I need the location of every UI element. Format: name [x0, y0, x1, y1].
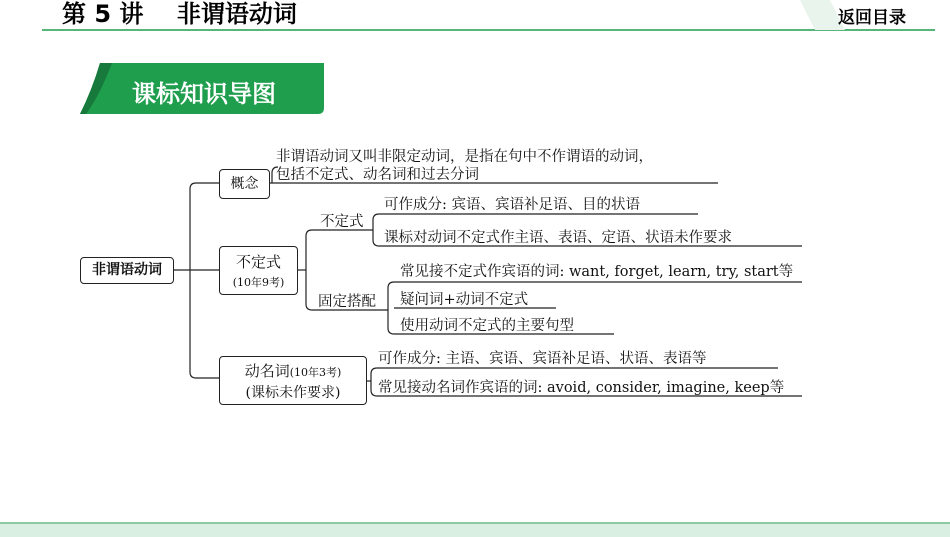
root-node	[80, 257, 174, 284]
fixed-item2: 疑问词+动词不定式	[400, 292, 529, 308]
fixed-item3: 使用动词不定式的主要句型	[400, 318, 574, 334]
section-title: 课标知识导图	[132, 80, 276, 108]
gerund-label: 动名词	[244, 362, 290, 380]
lecture-title: 第 5 讲 非谓语动词	[62, 0, 297, 28]
gerund-item2: 常见接动名词作宾语的词: avoid, consider, imagine, keep等	[378, 380, 785, 396]
concept-text-line2: 包括不定式、动名词和过去分词	[276, 167, 479, 183]
gerund-note2: (课标未作要求)	[245, 385, 341, 401]
sub-infinitive-item1: 可作成分: 宾语、宾语补足语、目的状语	[384, 197, 640, 213]
concept-text-line1: 非谓语动词又叫非限定动词，是指在句中不作谓语的动词，	[276, 149, 653, 165]
fixed-label: 固定搭配	[318, 294, 376, 310]
infinitive-label: 不定式	[235, 253, 281, 271]
infinitive-note: (10年9考)	[232, 276, 285, 289]
back-to-contents-link[interactable]: 返回目录	[838, 8, 906, 28]
fixed-item1: 常见接不定式作宾语的词: want, forget, learn, try, start等	[400, 264, 794, 280]
sub-infinitive-item2: 课标对动词不定式作主语、表语、定语、状语未作要求	[384, 230, 732, 246]
gerund-node	[219, 356, 367, 405]
infinitive-node	[219, 246, 298, 295]
gerund-label-line	[220, 361, 366, 383]
sub-infinitive-label: 不定式	[320, 214, 364, 230]
gerund-item1: 可作成分: 主语、宾语、宾语补足语、状语、表语等	[378, 351, 707, 367]
root-label: 非谓语动词	[92, 262, 162, 278]
gerund-note: (10年3考)	[289, 366, 342, 379]
concept-node	[219, 169, 270, 199]
concept-label: 概念	[230, 176, 259, 192]
